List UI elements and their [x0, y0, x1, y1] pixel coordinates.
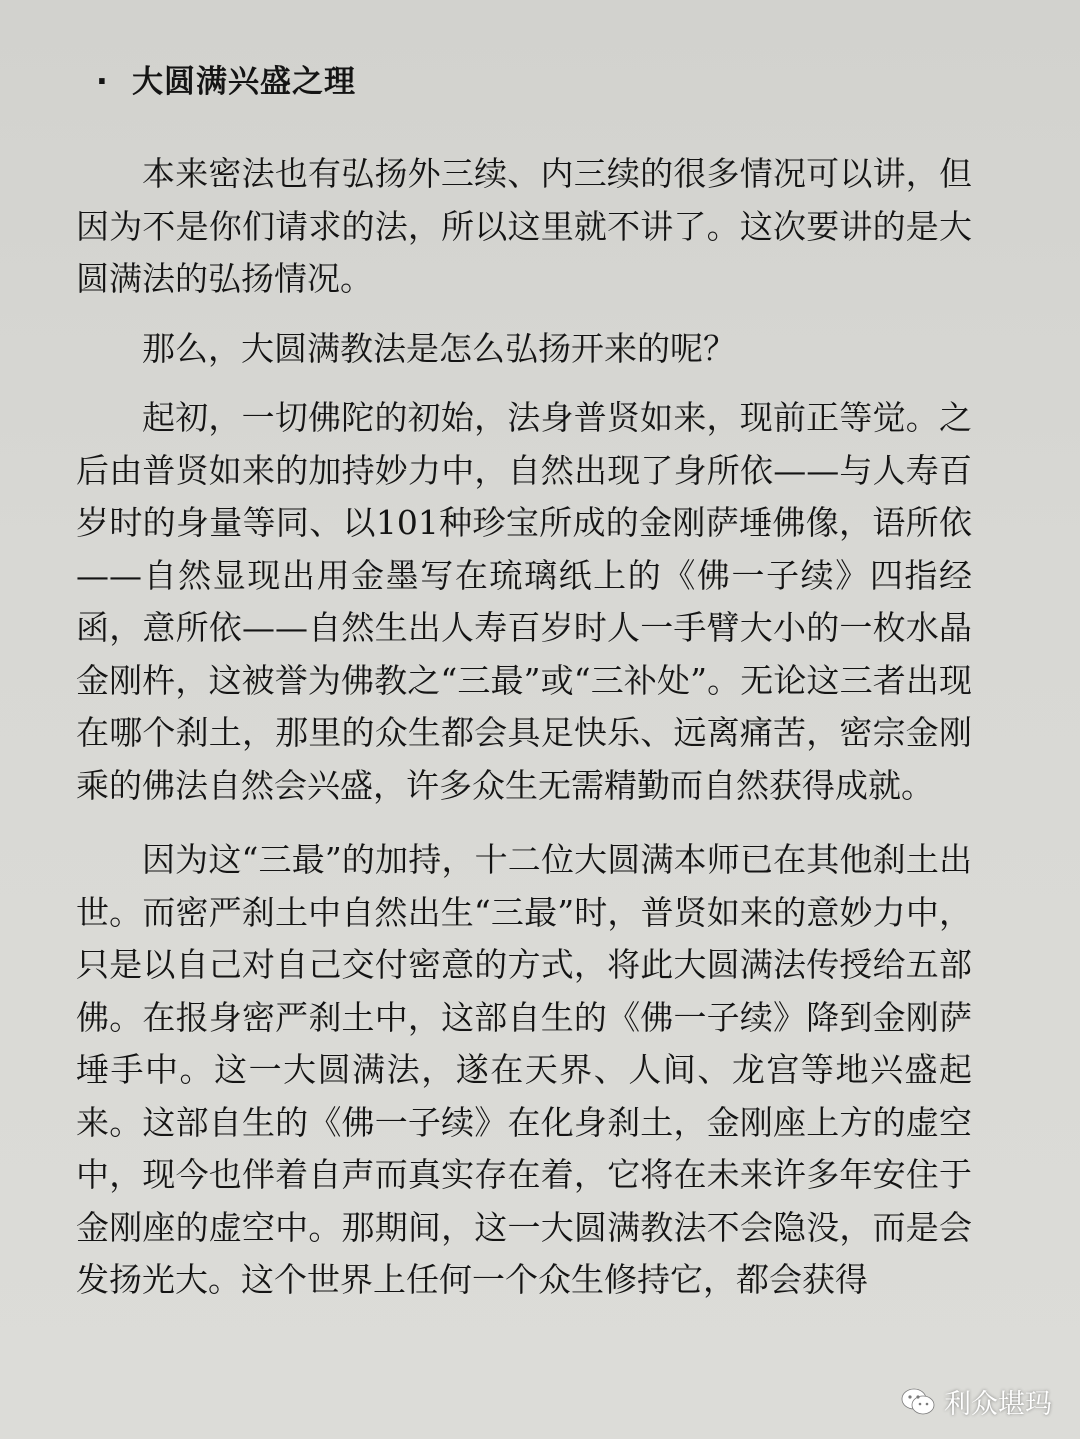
section-heading: [96, 62, 356, 102]
heading-title: 大圆满兴盛之理: [132, 64, 356, 100]
heading-bullet: ·: [96, 64, 109, 100]
paragraph-4: 因为这“三最”的加持，十二位大圆满本师已在其他刹土出世。而密严刹土中自然出生“三最”时，普贤如来的意妙力中，只是以自己对自己交付密意的方式，将此大圆满法传授给五部佛。在报身密严刹土中，这部自生的《佛一子续》降到金刚萨埵手中。这一大圆满法，遂在天界、人间、龙宫等地兴盛起来。这部自生的《佛一子续》在化身刹土，金刚座上方的虚空中，现今也伴着自声而真实存在着，它将在未来许多年安住于金刚座的虚空中。那期间，这一大圆满教法不会隐没，而是会发扬光大。这个世界上任何一个众生修持它，都会获得: [76, 840, 972, 1299]
watermark-text: 利众堪玛: [944, 1389, 1052, 1420]
paragraph-2: 那么，大圆满教法是怎么弘扬开来的呢？: [142, 328, 736, 368]
wechat-icon: [900, 1387, 936, 1417]
paragraph-3: 起初，一切佛陀的初始，法身普贤如来，现前正等觉。之后由普贤如来的加持妙力中，自然出现了身所依——与人寿百岁时的身量等同、以101种珍宝所成的金刚萨埵佛像，语所依——自然显现出用金墨写在琉璃纸上的《佛一子续》四指经函，意所依——自然生出人寿百岁时人一手臂大小的一枚水晶金刚杵，这被誉为佛教之“三最”或“三补处”。无论这三者出现在哪个刹土，那里的众生都会具足快乐、远离痛苦，密宗金刚乘的佛法自然会兴盛，许多众生无需精勤而自然获得成就。: [76, 398, 972, 805]
body-text: [76, 148, 972, 1307]
wechat-watermark: [900, 1382, 1052, 1421]
paragraph-1: 本来密法也有弘扬外三续、内三续的很多情况可以讲，但因为不是你们请求的法，所以这里就不讲了。这次要讲的是大圆满法的弘扬情况。: [76, 154, 972, 298]
